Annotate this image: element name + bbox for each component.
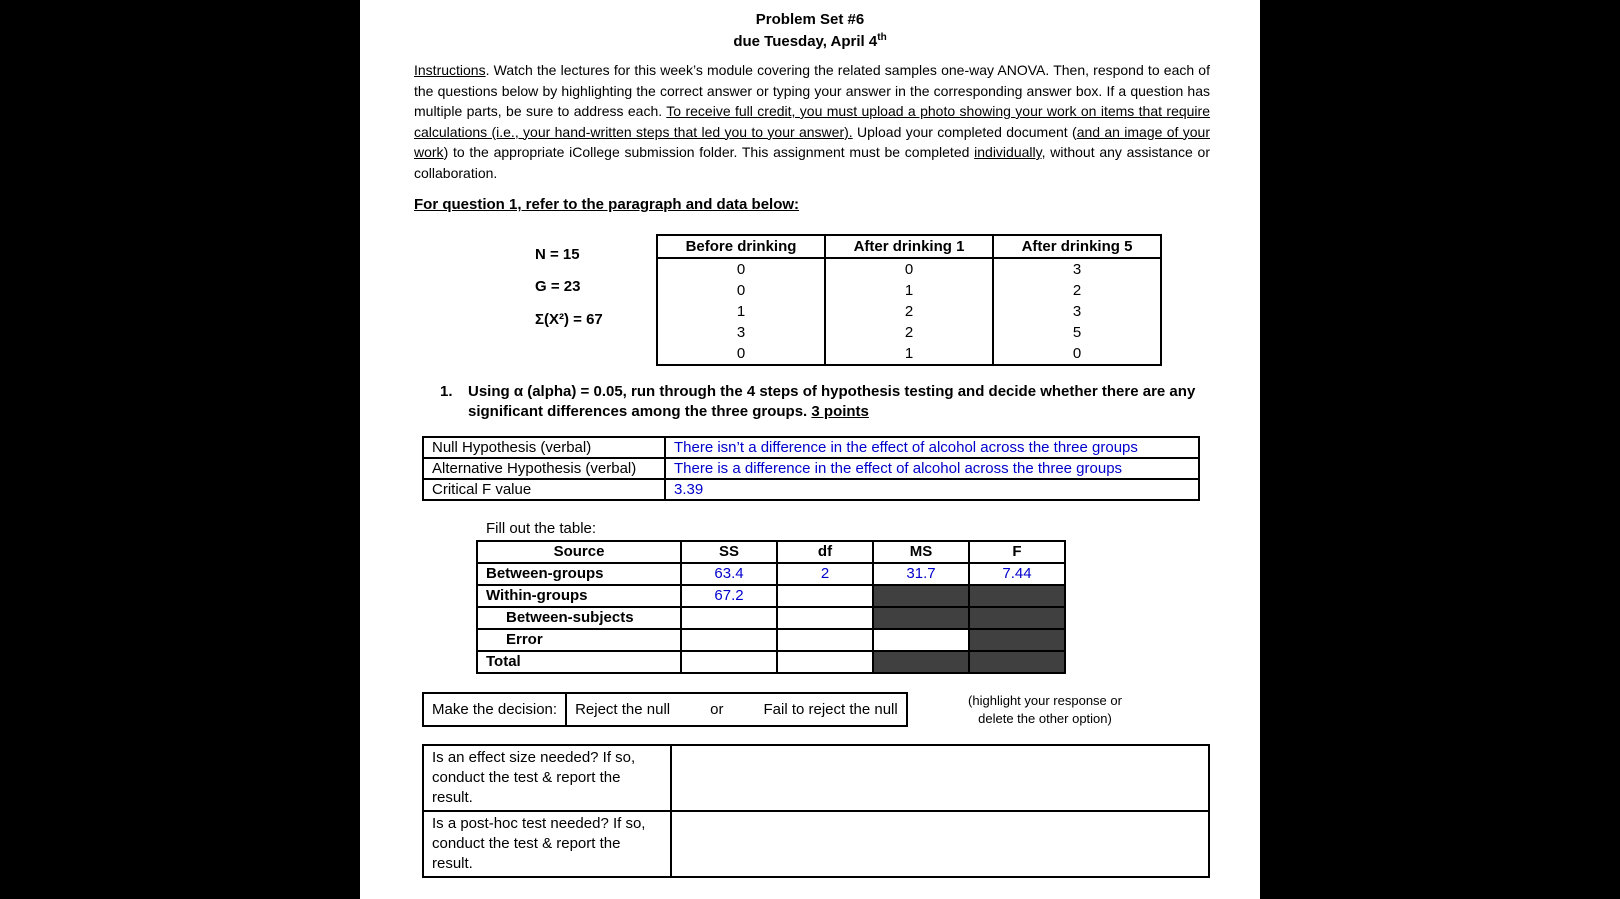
data-cell: 5 (993, 322, 1161, 343)
anova-shaded-cell (873, 651, 969, 673)
data-cell: 3 (993, 258, 1161, 280)
fill-table-label: Fill out the table: (486, 520, 597, 537)
anova-ss-cell[interactable] (681, 607, 777, 629)
posthoc-question: Is a post-hoc test needed? If so, conduct the test & report the result. (423, 811, 671, 877)
instructions-underlined-1: To receive full credit, you must upload a photo showing your work on items that require calculations (i.e., your hand-written steps that led you to your answer). (414, 103, 1210, 140)
anova-source: Between-subjects (477, 607, 681, 629)
anova-ss-cell[interactable] (681, 651, 777, 673)
anova-ss-cell[interactable] (681, 629, 777, 651)
anova-ss-cell[interactable]: 63.4 (681, 563, 777, 585)
data-cell: 0 (657, 280, 825, 301)
anova-df-cell[interactable] (777, 629, 873, 651)
instructions-text-4: , without any assistance or collaboration. (414, 144, 1210, 181)
data-cell: 1 (825, 343, 993, 365)
hypothesis-table (422, 436, 1200, 501)
data-row (657, 322, 1161, 343)
data-cell: 3 (993, 301, 1161, 322)
header-before-drinking: Before drinking (657, 235, 825, 258)
anova-row-error (477, 629, 1065, 651)
null-hypothesis-answer[interactable]: There isn’t a difference in the effect of alcohol across the three groups (665, 437, 1199, 458)
data-cell: 0 (993, 343, 1161, 365)
anova-row-between-subjects (477, 607, 1065, 629)
anova-df-cell[interactable] (777, 585, 873, 607)
anova-header-row (477, 541, 1065, 563)
stat-sum-x-squared: Σ(X²) = 67 (535, 311, 603, 328)
anova-f-cell[interactable]: 7.44 (969, 563, 1065, 585)
effect-posthoc-table (422, 744, 1210, 878)
problem-set-title: Problem Set #6 (755, 11, 865, 28)
instructions-underlined-2: and an image of your work (414, 123, 1210, 160)
data-cell: 3 (657, 322, 825, 343)
stat-n: N = 15 (535, 246, 580, 263)
anova-df-cell[interactable]: 2 (777, 563, 873, 585)
anova-row-within-groups (477, 585, 1065, 607)
data-cell: 1 (657, 301, 825, 322)
anova-shaded-cell (873, 607, 969, 629)
anova-header-ms: MS (873, 541, 969, 563)
anova-header-ss: SS (681, 541, 777, 563)
anova-source: Within-groups (477, 585, 681, 607)
decision-row (423, 693, 907, 726)
fail-to-reject-option[interactable]: Fail to reject the null (763, 701, 898, 718)
data-cell: 2 (993, 280, 1161, 301)
question1-prompt (440, 382, 1230, 422)
data-cell: 2 (825, 322, 993, 343)
posthoc-answer[interactable] (671, 811, 1209, 877)
anova-source: Error (477, 629, 681, 651)
instructions-text-3: ) to the appropriate iCollege submission folder. This assignment must be completed (443, 144, 975, 160)
anova-source: Total (477, 651, 681, 673)
data-cell: 1 (825, 280, 993, 301)
instructions-text-1: . Watch the lectures for this week’s module covering the related samples one-way ANOVA. Then, respond to each of the questions below by highlighting the correct answer or typing your answer in the corresponding answer box. If a question has multiple parts, be sure to address each. (414, 62, 1210, 119)
header-after-drinking-1: After drinking 1 (825, 235, 993, 258)
hypothesis-row (423, 437, 1199, 458)
posthoc-row (423, 811, 1209, 877)
stat-g: G = 23 (535, 278, 581, 295)
anova-shaded-cell (969, 585, 1065, 607)
document-page (360, 0, 1260, 899)
anova-header-source: Source (477, 541, 681, 563)
instructions-underlined-3: individually (974, 144, 1042, 160)
anova-row-total (477, 651, 1065, 673)
data-row (657, 301, 1161, 322)
anova-shaded-cell (969, 607, 1065, 629)
hypothesis-row (423, 458, 1199, 479)
data-table (656, 234, 1162, 366)
anova-ms-cell[interactable]: 31.7 (873, 563, 969, 585)
anova-ss-cell[interactable]: 67.2 (681, 585, 777, 607)
data-cell: 0 (657, 258, 825, 280)
data-row (657, 280, 1161, 301)
instructions-text-2: Upload your completed document ( (852, 123, 1077, 140)
data-cell: 2 (825, 301, 993, 322)
question-body (468, 382, 1230, 422)
anova-header-f: F (969, 541, 1065, 563)
anova-ms-cell[interactable] (873, 629, 969, 651)
or-text: or (710, 701, 724, 718)
due-date (360, 32, 1260, 50)
anova-shaded-cell (969, 651, 1065, 673)
reject-null-option[interactable]: Reject the null (575, 701, 671, 718)
data-row (657, 258, 1161, 280)
due-date-text: due Tuesday, April 4 (733, 33, 878, 50)
due-date-superscript: th (877, 32, 887, 43)
data-row (657, 343, 1161, 365)
anova-shaded-cell (873, 585, 969, 607)
question1-heading: For question 1, refer to the paragraph and data below: (414, 196, 800, 213)
decision-hint: (highlight your response or delete the other option) (968, 693, 1122, 726)
anova-row-between-groups (477, 563, 1065, 585)
anova-header-df: df (777, 541, 873, 563)
question-text: Using α (alpha) = 0.05, run through the 4 steps of hypothesis testing and decide whether there are any significant differences among the three groups. (468, 383, 1196, 420)
data-cell: 0 (825, 258, 993, 280)
anova-df-cell[interactable] (777, 651, 873, 673)
anova-shaded-cell (969, 629, 1065, 651)
critical-f-label: Critical F value (423, 479, 665, 500)
question-number: 1. (440, 383, 453, 400)
question-points: 3 points (811, 403, 869, 420)
instructions-lead: Instructions (414, 62, 486, 78)
critical-f-answer[interactable]: 3.39 (665, 479, 1199, 500)
decision-options (566, 693, 907, 726)
hypothesis-row (423, 479, 1199, 500)
data-cell: 0 (657, 343, 825, 365)
effect-size-answer[interactable] (671, 745, 1209, 811)
anova-df-cell[interactable] (777, 607, 873, 629)
data-table-header (657, 235, 1161, 258)
alt-hypothesis-answer[interactable]: There is a difference in the effect of alcohol across the three groups (665, 458, 1199, 479)
header-after-drinking-5: After drinking 5 (993, 235, 1161, 258)
alt-hypothesis-label: Alternative Hypothesis (verbal) (423, 458, 665, 479)
effect-size-row (423, 745, 1209, 811)
effect-size-question: Is an effect size needed? If so, conduct the test & report the result. (423, 745, 671, 811)
null-hypothesis-label: Null Hypothesis (verbal) (423, 437, 665, 458)
anova-source: Between-groups (477, 563, 681, 585)
anova-table (476, 540, 1066, 674)
decision-label: Make the decision: (423, 693, 566, 726)
instructions-paragraph (414, 60, 1210, 183)
decision-table (422, 692, 908, 727)
